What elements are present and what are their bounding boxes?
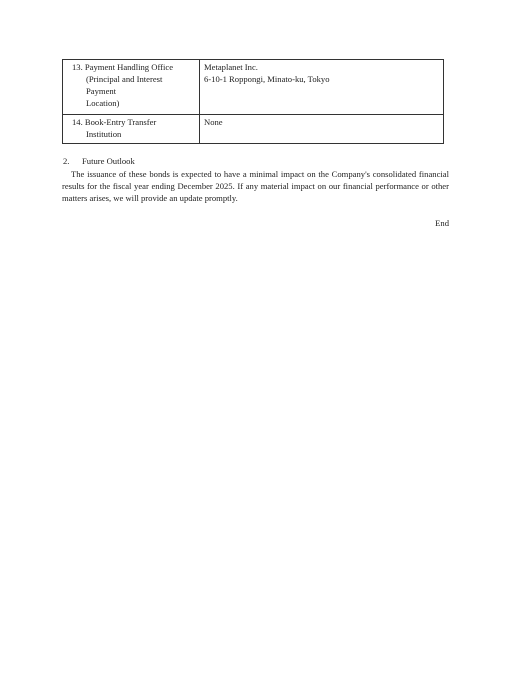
label-line: (Principal and Interest bbox=[86, 74, 163, 84]
label-line: Payment bbox=[86, 86, 117, 96]
value-line: None bbox=[204, 117, 223, 127]
label-line: 13. Payment Handling Office bbox=[72, 62, 174, 72]
table-row bbox=[63, 115, 444, 144]
end-mark: End bbox=[435, 218, 449, 228]
label-line: 14. Book-Entry Transfer bbox=[72, 117, 157, 127]
row-label-book-entry-transfer bbox=[63, 115, 200, 144]
label-line: Institution bbox=[86, 129, 122, 139]
bond-details-table bbox=[62, 59, 444, 144]
row-label-payment-handling-office bbox=[63, 60, 200, 115]
label-line: Location) bbox=[86, 98, 120, 108]
section-body-text: The issuance of these bonds is expected to have a minimal impact on the Company's consolidated financial results for the fiscal year ending December 2025. If any material impact on our financial performance or other matters arises, we will provide an update promptly. bbox=[62, 169, 449, 203]
table-row bbox=[63, 60, 444, 115]
section-number: 2. bbox=[63, 156, 70, 166]
row-value-payment-handling-office bbox=[200, 60, 444, 115]
section-title: Future Outlook bbox=[82, 156, 135, 166]
row-value-book-entry-transfer bbox=[200, 115, 444, 144]
section-heading bbox=[62, 155, 449, 167]
value-line: Metaplanet Inc. bbox=[204, 62, 258, 72]
future-outlook-section bbox=[62, 155, 449, 204]
value-line: 6-10-1 Roppongi, Minato-ku, Tokyo bbox=[204, 74, 330, 84]
